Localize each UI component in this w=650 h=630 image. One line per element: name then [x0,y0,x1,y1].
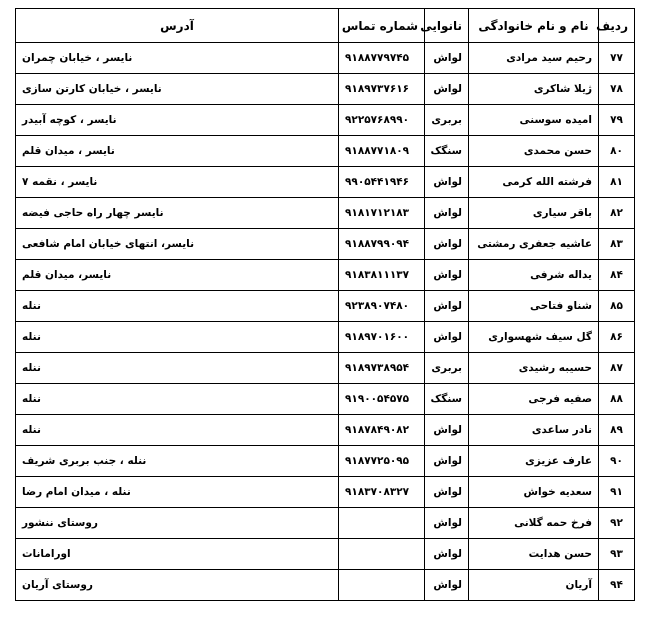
cell-bakery [425,384,469,415]
cell-row-number-text: ۹۳ [610,548,623,560]
cell-phone-text: ۹۱۸۷۸۴۹۰۸۲ [345,424,410,436]
cell-name [469,322,599,353]
table-row [16,384,635,415]
cell-address-text: نایسر ، خیابان کارتن سازی [22,83,162,95]
cell-bakery-text: سنگک [430,393,462,405]
cell-phone-text: ۹۱۸۹۷۰۱۶۰۰ [345,331,410,343]
cell-row-number [599,74,635,105]
cell-row-number [599,198,635,229]
cell-bakery [425,105,469,136]
cell-name [469,105,599,136]
bakery-roster-table [15,8,635,601]
cell-name [469,477,599,508]
cell-address-text: ننله [22,393,41,405]
table-row [16,539,635,570]
cell-name-text: فرشته الله کرمی [502,176,592,188]
cell-row-number [599,136,635,167]
cell-address-text: نایسر ، کوچه آبیدر [22,114,117,126]
cell-address [16,43,339,74]
cell-address-text: اورامانات [22,548,71,560]
cell-phone-text: ۹۱۸۸۷۹۹۰۹۴ [345,238,410,250]
cell-name [469,415,599,446]
cell-bakery [425,167,469,198]
cell-address [16,353,339,384]
cell-phone-text: ۹۱۸۸۷۷۹۷۴۵ [345,52,410,64]
cell-name-text: فرخ حمه گلانی [514,517,592,529]
table-row [16,477,635,508]
cell-name-text: عاشیه جعفری رمشتی [477,238,592,250]
cell-row-number [599,229,635,260]
table-row [16,322,635,353]
cell-name-text: حسن محمدی [523,145,592,157]
cell-address [16,415,339,446]
cell-name-text: گل سیف شهسواری [488,331,592,343]
cell-address-text: نایسر، انتهای خیابان امام شافعی [22,238,195,250]
cell-row-number-text: ۷۷ [610,52,623,64]
cell-bakery-text: سنگک [430,145,462,157]
cell-name-text: شناو فتاحی [529,300,592,312]
cell-name-text: حسیبه رشیدی [518,362,592,374]
cell-row-number [599,446,635,477]
cell-row-number-text: ۸۰ [610,145,623,157]
cell-phone [339,291,425,322]
cell-name-text: باقر سیاری [532,207,592,219]
cell-row-number [599,415,635,446]
cell-phone [339,322,425,353]
cell-address-text: ننله ، جنب بربری شریف [22,455,147,467]
cell-phone [339,260,425,291]
cell-phone [339,415,425,446]
cell-row-number [599,384,635,415]
header-bakery [420,9,469,43]
cell-phone [339,43,425,74]
cell-phone [339,477,425,508]
cell-phone [339,229,425,260]
cell-row-number-text: ۹۴ [610,579,623,591]
cell-phone-text: ۹۱۸۱۷۱۲۱۸۳ [345,207,410,219]
cell-address-text: ننله [22,300,41,312]
cell-phone [339,384,425,415]
cell-row-number-text: ۸۳ [610,238,623,250]
document-sheet [15,8,634,601]
cell-bakery-text: لواش [433,455,462,467]
cell-phone [339,508,425,539]
cell-phone-text: ۹۱۸۹۷۳۷۶۱۶ [345,83,410,95]
cell-bakery [425,43,469,74]
cell-name-text: ژیلا شاکری [533,83,592,95]
table-body [16,43,635,601]
table-header [16,9,635,43]
cell-address-text: نایسر چهار راه حاجی فیضه [22,207,164,219]
cell-address-text: نایسر ، میدان قلم [22,145,115,157]
cell-name [469,260,599,291]
cell-bakery [425,570,469,601]
cell-phone-text: ۹۱۸۸۷۷۱۸۰۹ [345,145,410,157]
cell-address [16,105,339,136]
cell-row-number-text: ۸۹ [610,424,623,436]
cell-bakery-text: بربری [431,114,462,126]
cell-bakery [425,74,469,105]
cell-name [469,539,599,570]
header-row-number-label: ردیف [596,18,628,33]
cell-phone-text: ۹۲۳۸۹۰۷۴۸۰ [345,300,410,312]
cell-address [16,446,339,477]
cell-address [16,229,339,260]
cell-phone [339,353,425,384]
cell-name-text: آریان [565,579,592,591]
cell-bakery [425,229,469,260]
header-address [16,9,339,43]
table-row [16,353,635,384]
table-row [16,229,635,260]
cell-address-text: نایسر ، خیابان چمران [22,52,133,64]
cell-row-number [599,353,635,384]
table-row [16,508,635,539]
cell-phone [339,74,425,105]
cell-bakery-text: لواش [433,300,462,312]
cell-bakery-text: لواش [433,52,462,64]
cell-bakery-text: بربری [431,362,462,374]
cell-row-number [599,167,635,198]
cell-phone-text: ۹۲۲۵۷۶۸۹۹۰ [345,114,410,126]
cell-address [16,198,339,229]
cell-row-number-text: ۷۸ [610,83,623,95]
cell-address [16,260,339,291]
cell-phone-text: ۹۱۸۳۷۰۸۳۲۷ [345,486,410,498]
cell-row-number [599,570,635,601]
cell-row-number [599,260,635,291]
cell-bakery-text: لواش [433,238,462,250]
cell-name-text: یداله شرفی [530,269,592,281]
cell-bakery-text: لواش [433,331,462,343]
cell-row-number [599,291,635,322]
cell-bakery [425,260,469,291]
cell-row-number-text: ۸۶ [610,331,623,343]
cell-address-text: نایسر، میدان قلم [22,269,112,281]
cell-address-text: روستای ننشور [22,517,98,529]
cell-row-number [599,105,635,136]
table-row [16,570,635,601]
cell-name [469,198,599,229]
cell-address [16,136,339,167]
cell-name-text: امیده سوسنی [519,114,592,126]
cell-bakery-text: لواش [433,424,462,436]
cell-bakery [425,322,469,353]
cell-phone-text: ۹۱۸۷۷۲۵۰۹۵ [345,455,410,467]
cell-bakery [425,446,469,477]
cell-address-text: نایسر ، نقمه ۷ [22,176,98,188]
cell-address-text: ننله [22,424,41,436]
table-row [16,105,635,136]
table-row [16,291,635,322]
cell-bakery-text: لواش [433,83,462,95]
cell-bakery [425,477,469,508]
table-row [16,198,635,229]
cell-address [16,570,339,601]
header-name-label: نام و نام خانوادگی [478,18,589,33]
cell-bakery-text: لواش [433,486,462,498]
cell-name-text: حسن هدایت [528,548,592,560]
cell-phone [339,167,425,198]
cell-address [16,167,339,198]
cell-bakery-text: لواش [433,207,462,219]
cell-row-number-text: ۸۱ [610,176,623,188]
cell-bakery [425,353,469,384]
cell-bakery [425,508,469,539]
cell-phone [339,446,425,477]
cell-row-number [599,322,635,353]
cell-name-text: عارف عزیزی [525,455,592,467]
cell-address [16,322,339,353]
cell-phone [339,570,425,601]
table-row [16,74,635,105]
cell-phone [339,198,425,229]
cell-phone-text: ۹۹۰۵۴۴۱۹۴۶ [345,176,410,188]
table-row [16,415,635,446]
cell-row-number-text: ۸۷ [610,362,623,374]
cell-phone [339,136,425,167]
cell-row-number [599,43,635,74]
cell-row-number [599,477,635,508]
cell-row-number-text: ۸۸ [610,393,623,405]
cell-phone-text: ۹۱۸۹۷۳۸۹۵۴ [345,362,410,374]
cell-bakery-text: لواش [433,269,462,281]
cell-name [469,384,599,415]
header-row-number [596,9,635,43]
table-row [16,446,635,477]
cell-row-number-text: ۹۲ [610,517,623,529]
header-name [469,9,599,43]
cell-name [469,353,599,384]
cell-address [16,539,339,570]
cell-phone [339,539,425,570]
cell-address-text: ننله ، میدان امام رضا [22,486,131,498]
cell-row-number-text: ۸۲ [610,207,623,219]
cell-name [469,74,599,105]
cell-address [16,477,339,508]
cell-address-text: روستای آریان [22,579,93,591]
cell-name-text: نادر ساعدی [531,424,592,436]
cell-phone [339,105,425,136]
cell-bakery-text: لواش [433,548,462,560]
cell-bakery-text: لواش [433,579,462,591]
cell-row-number-text: ۹۰ [610,455,623,467]
cell-address-text: ننله [22,331,41,343]
cell-address-text: ننله [22,362,41,374]
cell-name-text: سعدیه خواش [523,486,592,498]
cell-name [469,43,599,74]
header-bakery-label: نانوایی [420,18,462,33]
cell-bakery [425,415,469,446]
cell-row-number-text: ۷۹ [610,114,623,126]
cell-name [469,291,599,322]
table-row [16,43,635,74]
cell-bakery [425,291,469,322]
cell-row-number-text: ۸۵ [610,300,623,312]
cell-phone-text: ۹۱۸۳۸۱۱۱۳۷ [345,269,410,281]
cell-phone-text: ۹۱۹۰۰۵۴۵۷۵ [345,393,410,405]
cell-name [469,508,599,539]
cell-address [16,508,339,539]
cell-address [16,291,339,322]
header-phone-label: شماره تماس [341,18,418,33]
cell-row-number [599,539,635,570]
cell-address [16,74,339,105]
table-row [16,167,635,198]
cell-name-text: رحیم سید مرادی [506,52,592,64]
cell-bakery [425,136,469,167]
cell-name-text: صفیه فرجی [528,393,592,405]
cell-address [16,384,339,415]
cell-name [469,229,599,260]
header-address-label: آدرس [160,18,194,33]
cell-name [469,446,599,477]
table-row [16,136,635,167]
cell-name [469,136,599,167]
cell-bakery-text: لواش [433,517,462,529]
cell-row-number-text: ۸۴ [610,269,623,281]
cell-row-number-text: ۹۱ [610,486,623,498]
header-phone [339,9,425,43]
cell-bakery-text: لواش [433,176,462,188]
cell-name [469,167,599,198]
cell-bakery [425,198,469,229]
table-row [16,260,635,291]
cell-bakery [425,539,469,570]
cell-row-number [599,508,635,539]
header-row [16,9,635,43]
cell-name [469,570,599,601]
